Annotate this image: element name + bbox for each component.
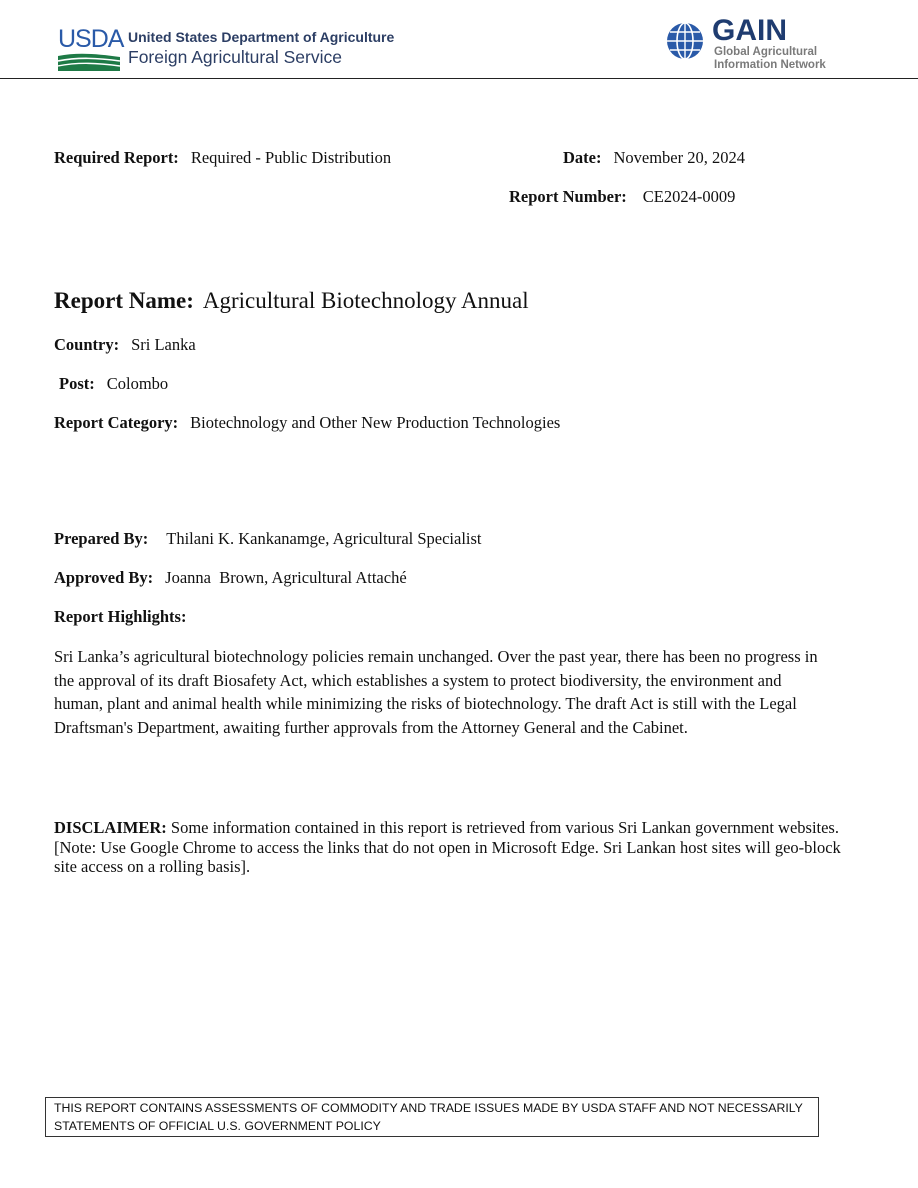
report-category-field <box>54 413 560 433</box>
report-highlights-text: Sri Lanka’s agricultural biotechnology policies remain unchanged. Over the past year, there has been no progress in the approval of its draft Biosafety Act, which establishes a system to protect biodiversity, the environment and human, plant and animal health while minimizing the risks of biotechnology. The draft Act is still with the Legal Draftsman's Department, awaiting further approvals from the Attorney General and the Cabinet. <box>54 647 818 737</box>
disclaimer-label: DISCLAIMER: <box>54 818 167 837</box>
required-report-value: Required - Public Distribution <box>190 148 392 167</box>
country-field <box>54 335 196 355</box>
header-divider <box>0 78 918 79</box>
report-name-value: Agricultural Biotechnology Annual <box>202 288 529 313</box>
required-report-label: Required Report: <box>54 148 179 167</box>
report-category-value: Biotechnology and Other New Production Technologies <box>190 413 561 432</box>
date-field <box>563 148 745 168</box>
prepared-by-label: Prepared By: <box>54 529 149 548</box>
post-value: Colombo <box>106 374 169 393</box>
approved-by-value: Joanna Brown, Agricultural Attaché <box>165 568 407 587</box>
usda-logo-text: USDA <box>58 25 124 53</box>
prepared-by-field <box>54 529 482 549</box>
gain-subtitle-line2: Information Network <box>714 59 826 71</box>
gain-subtitle-line1: Global Agricultural <box>714 46 818 58</box>
agency-department-name: United States Department of Agriculture <box>128 29 395 45</box>
report-name-label: Report Name: <box>54 288 194 313</box>
footer-line-2: STATEMENTS OF OFFICIAL U.S. GOVERNMENT POLICY <box>54 1118 381 1133</box>
agency-service-name: Foreign Agricultural Service <box>128 47 342 67</box>
report-number-value: CE2024-0009 <box>642 187 736 206</box>
post-label: Post: <box>59 374 95 393</box>
prepared-by-value: Thilani K. Kankanamge, Agricultural Specialist <box>166 529 482 548</box>
report-number-label: Report Number: <box>509 187 627 206</box>
report-highlights-heading: Report Highlights: <box>54 607 187 626</box>
report-name <box>54 288 529 314</box>
country-value: Sri Lanka <box>131 335 196 354</box>
gain-title: GAIN <box>712 14 787 47</box>
report-category-label: Report Category: <box>54 413 179 432</box>
usda-swoosh-icon <box>58 53 120 71</box>
date-value: November 20, 2024 <box>613 148 746 167</box>
post-field <box>59 374 168 394</box>
usda-logo <box>58 25 124 72</box>
approved-by-label: Approved By: <box>54 568 154 587</box>
approved-by-field <box>54 568 407 588</box>
disclaimer <box>54 818 844 877</box>
footer-policy-notice <box>45 1097 819 1137</box>
report-number-field <box>509 187 735 207</box>
disclaimer-text: Some information contained in this report is retrieved from various Sri Lankan government websites. [Note: Use Google Chrome to access the links that do not open in Microsoft Edge. Sri Lankan host sites will geo-block site access on a rolling basis]. <box>54 818 841 876</box>
country-label: Country: <box>54 335 120 354</box>
footer-line-1: THIS REPORT CONTAINS ASSESSMENTS OF COMMODITY AND TRADE ISSUES MADE BY USDA STAFF AND NOT NECESSARILY <box>54 1101 803 1115</box>
date-label: Date: <box>563 148 602 167</box>
required-report-field <box>54 148 391 168</box>
gain-globe-icon <box>665 21 705 61</box>
